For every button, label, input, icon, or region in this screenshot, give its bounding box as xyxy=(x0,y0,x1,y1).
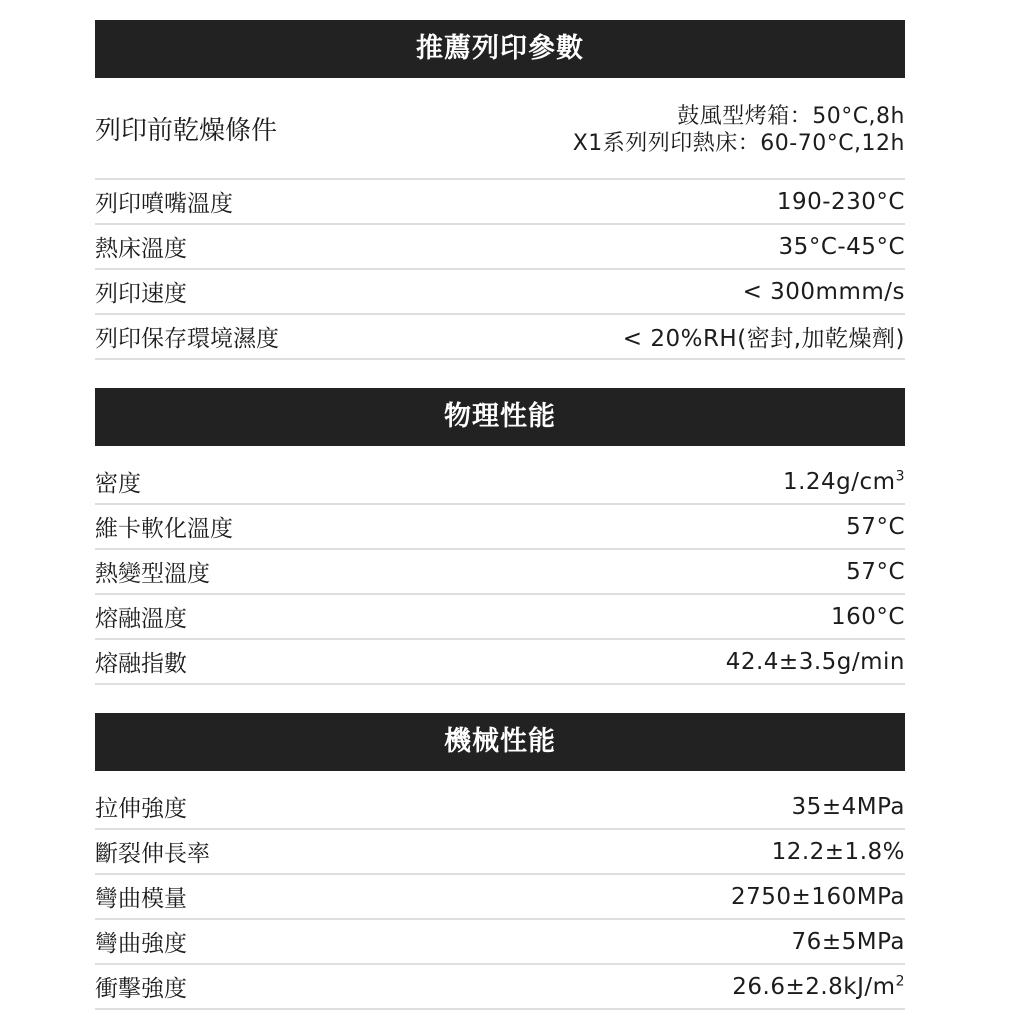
spec-value: 35±4MPa xyxy=(791,793,905,820)
spec-value xyxy=(732,974,905,1000)
spec-value: 57°C xyxy=(846,558,905,585)
spec-row xyxy=(95,640,905,685)
spec-label: 彎曲強度 xyxy=(95,931,187,957)
spec-label: 熱變型溫度 xyxy=(95,561,210,587)
spec-sheet xyxy=(95,20,905,1010)
spec-value: 190-230°C xyxy=(776,188,905,215)
section-header-mechanical: 機械性能 xyxy=(95,713,905,771)
spec-row xyxy=(95,965,905,1010)
spec-label: 彎曲模量 xyxy=(95,886,187,912)
spec-value xyxy=(783,469,905,495)
spec-value xyxy=(573,99,905,157)
spec-label: 列印速度 xyxy=(95,281,187,307)
spec-label: 拉伸強度 xyxy=(95,796,187,822)
spec-row-drying xyxy=(95,78,905,180)
superscript: 2 xyxy=(895,972,905,989)
spec-value-text: 26.6±2.8kJ/m xyxy=(732,973,896,1000)
spec-value: 57°C xyxy=(846,513,905,540)
spec-value: 2750±160MPa xyxy=(731,883,905,910)
spec-label: 熔融指數 xyxy=(95,651,187,677)
spec-row xyxy=(95,830,905,875)
spec-row xyxy=(95,180,905,225)
spec-value: < 300mmm/s xyxy=(742,278,905,305)
spec-label: 斷裂伸長率 xyxy=(95,841,210,867)
superscript: 3 xyxy=(895,467,905,484)
spec-label: 衝擊強度 xyxy=(95,976,187,1002)
spec-value: 12.2±1.8% xyxy=(771,838,905,865)
spec-row xyxy=(95,920,905,965)
spec-value: 35°C-45°C xyxy=(778,233,905,260)
section-header-physical: 物理性能 xyxy=(95,388,905,446)
spec-value: 42.4±3.5g/min xyxy=(725,648,905,675)
spec-row xyxy=(95,875,905,920)
spec-value: 160°C xyxy=(831,603,905,630)
section-header-print-params: 推薦列印參數 xyxy=(95,20,905,78)
spec-label: 熔融溫度 xyxy=(95,606,187,632)
spec-row xyxy=(95,270,905,315)
spec-label: 密度 xyxy=(95,471,141,497)
spec-row xyxy=(95,460,905,505)
spec-label: 列印噴嘴溫度 xyxy=(95,191,233,217)
spec-value-line: X1系列列印熱床：60-70°C,12h xyxy=(572,131,905,156)
spec-value-text: 1.24g/cm xyxy=(782,468,896,495)
spec-row xyxy=(95,595,905,640)
spec-row xyxy=(95,505,905,550)
spec-label: 熱床溫度 xyxy=(95,236,187,262)
spec-value: 76±5MPa xyxy=(791,928,905,955)
spec-row xyxy=(95,550,905,595)
spec-label: 列印前乾燥條件 xyxy=(95,115,278,146)
spec-value-line: 鼓風型烤箱：50°C,8h xyxy=(677,104,905,129)
spec-label: 列印保存環境濕度 xyxy=(95,326,279,352)
spec-label: 維卡軟化溫度 xyxy=(95,516,233,542)
spec-value: < 20%RH(密封,加乾燥劑) xyxy=(622,326,905,352)
spec-row xyxy=(95,225,905,270)
spec-row xyxy=(95,785,905,830)
spec-row xyxy=(95,315,905,360)
